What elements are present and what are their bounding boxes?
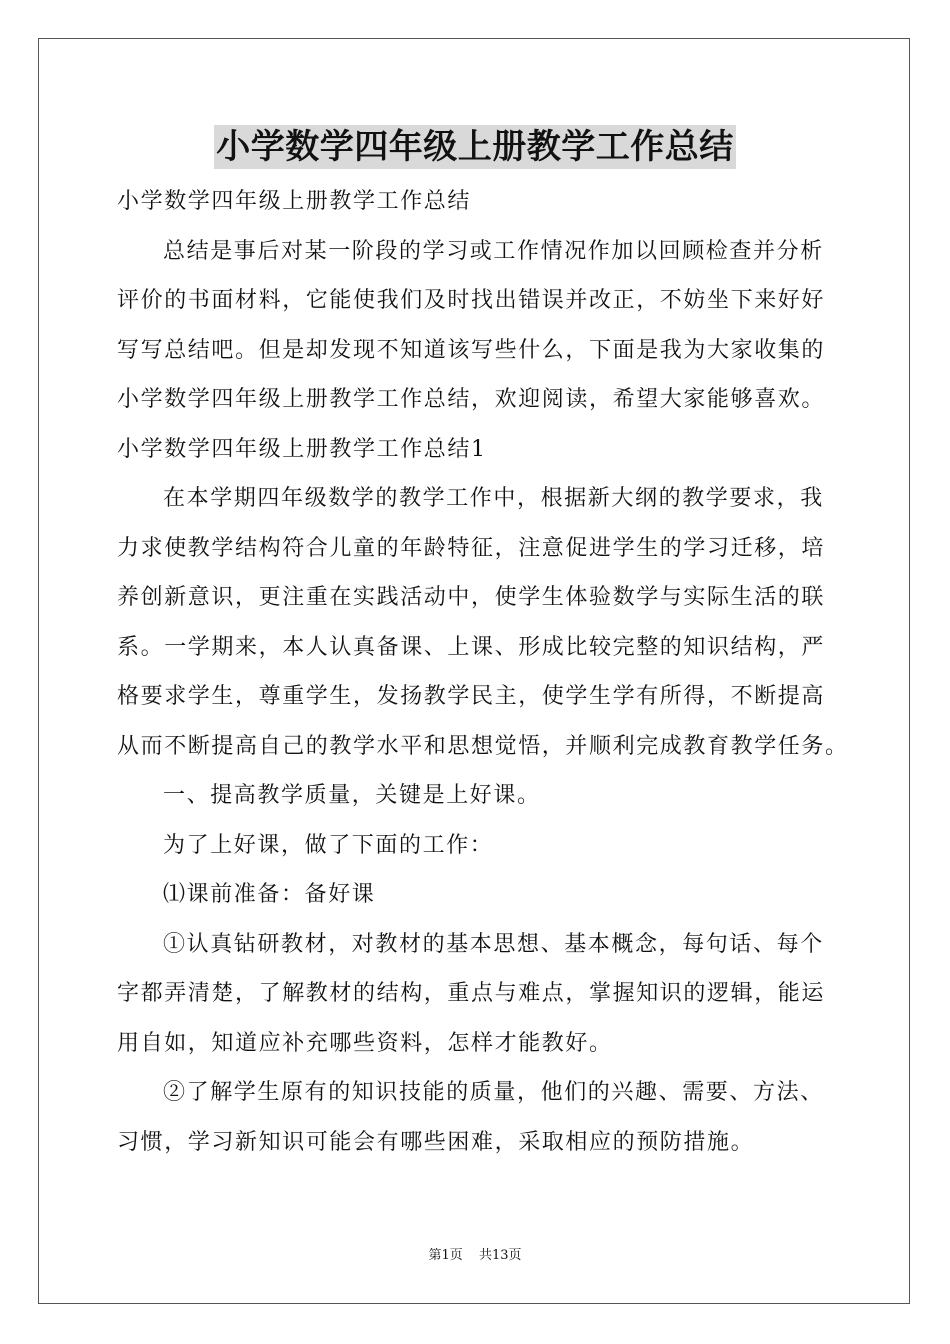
title-container — [0, 125, 950, 169]
page-number: 第1页 — [428, 1248, 463, 1263]
text-line: 在本学期四年级数学的教学工作中，根据新大纲的教学要求，我 — [163, 486, 824, 511]
text-line: 用自如，知道应补充哪些资料，怎样才能教好。 — [117, 1030, 613, 1056]
text-line: 小学数学四年级上册教学工作总结，欢迎阅读，希望大家能够喜欢。 — [117, 387, 826, 412]
document-title: 小学数学四年级上册教学工作总结 — [216, 127, 734, 167]
text-line: ⑴课前准备：备好课 — [163, 882, 376, 907]
text-line: 字都弄清楚，了解教材的结构，重点与难点，掌握知识的逻辑，能运 — [117, 981, 826, 1006]
text-line: 格要求学生，尊重学生，发扬教学民主，使学生学有所得，不断提高 — [117, 684, 826, 709]
text-line: 写写总结吧。但是却发现不知道该写些什么，下面是我为大家收集的 — [117, 337, 826, 363]
text-line: 总结是事后对某一阶段的学习或工作情况作加以回顾检查并分析 — [163, 238, 824, 264]
text-line: 为了上好课，做了下面的工作： — [163, 832, 494, 858]
text-line: 系。一学期来，本人认真备课、上课、形成比较完整的知识结构，严 — [117, 634, 826, 660]
page-footer — [0, 1247, 950, 1265]
document-body — [117, 177, 849, 1167]
text-line: 习惯，学习新知识可能会有哪些困难，采取相应的预防措施。 — [117, 1129, 755, 1155]
text-line: ②了解学生原有的知识技能的质量，他们的兴趣、需要、方法、 — [163, 1080, 824, 1105]
text-line: 一、提高教学质量，关键是上好课。 — [163, 783, 541, 808]
text-line: 小学数学四年级上册教学工作总结1 — [117, 436, 487, 462]
text-line: 力求使教学结构符合儿童的年龄特征，注意促进学生的学习迁移，培 — [117, 535, 826, 561]
text-line: 养创新意识，更注重在实践活动中，使学生体验数学与实际生活的联 — [117, 585, 826, 610]
text-line: 小学数学四年级上册教学工作总结 — [117, 189, 472, 214]
text-line: 从而不断提高自己的教学水平和思想觉悟，并顺利完成教育教学任务。 — [117, 733, 849, 759]
text-line: 评价的书面材料，它能使我们及时找出错误并改正，不妨坐下来好好 — [117, 288, 826, 313]
text-line: ①认真钻研教材，对教材的基本思想、基本概念，每句话、每个 — [163, 931, 824, 957]
page-total: 共13页 — [478, 1248, 522, 1263]
